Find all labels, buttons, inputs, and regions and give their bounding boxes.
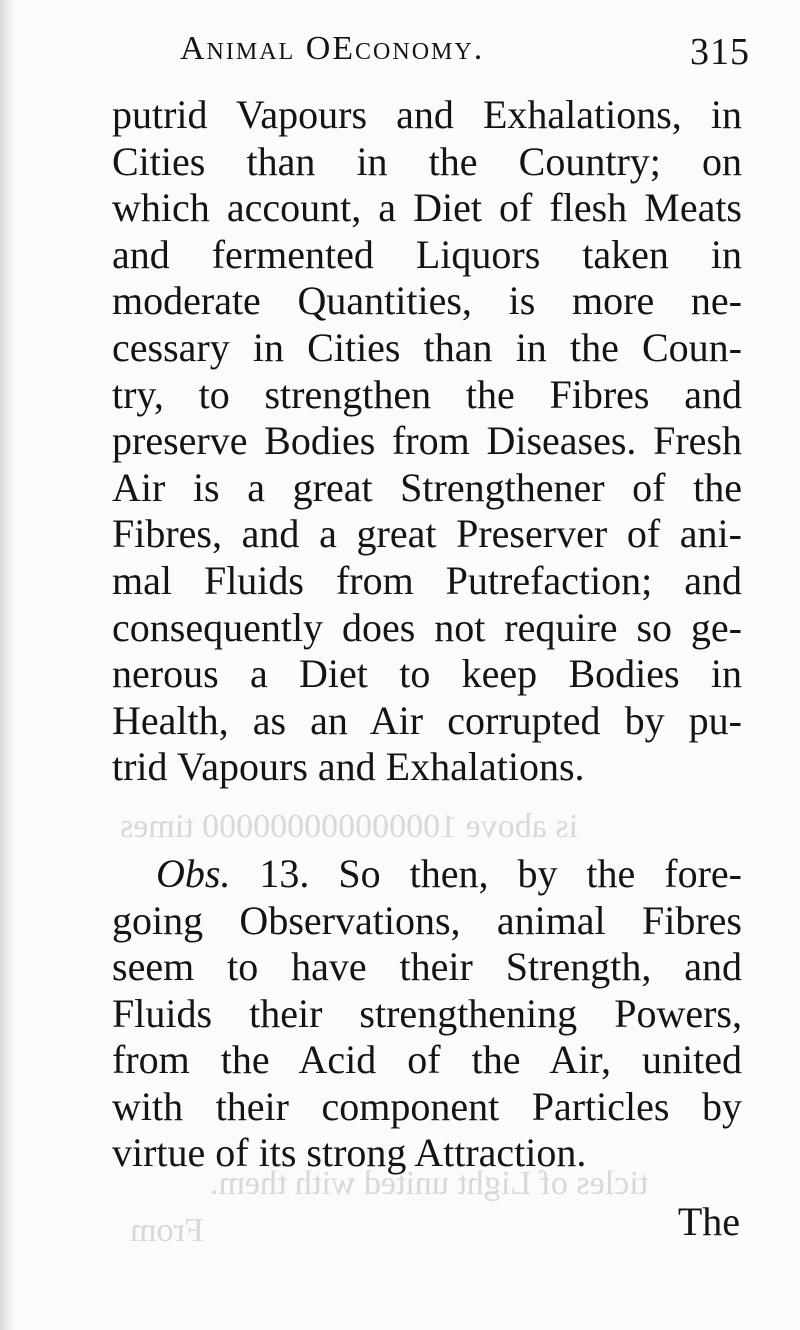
text-line: preserve Bodies from Diseases. Fresh — [112, 418, 742, 464]
observation-label: Obs. — [156, 850, 231, 896]
text-line: which account, a Diet of flesh Meats — [112, 185, 742, 231]
bleed-through-text: ticles of Light united with them. — [210, 1165, 649, 1202]
text-line: cessary in Cities than in the Coun- — [112, 324, 742, 370]
text-line: going Observations, animal Fibres — [112, 897, 742, 943]
page-number: 315 — [690, 31, 750, 73]
text-line: Air is a great Strengthener of the — [112, 464, 742, 510]
text-line: nerous a Diet to keep Bodies in — [112, 651, 742, 697]
text-line: Cities than in the Country; on — [112, 138, 742, 184]
text-line: with their component Particles by — [112, 1083, 742, 1129]
bleed-through-text: From — [130, 1212, 204, 1249]
text-line: trid Vapours and Exhalations. — [112, 744, 585, 790]
bleed-through-text: is above 100000000000000 times — [120, 808, 579, 845]
text-line: putrid Vapours and Exhalations, in — [112, 92, 742, 137]
text-line: Health, as an Air corrupted by pu- — [112, 697, 742, 743]
text-line: and fermented Liquors taken in — [112, 231, 742, 277]
paragraph — [112, 851, 742, 1177]
text-line: Fibres, and a great Preserver of ani- — [112, 511, 742, 557]
catchword: The — [677, 1199, 740, 1244]
text-line: virtue of its strong Attraction. — [112, 1130, 587, 1176]
paragraph-gap — [112, 791, 742, 851]
body-text — [112, 92, 742, 1177]
running-title: Animal OEconomy. — [180, 30, 485, 67]
text-line: mal Fluids from Putrefaction; and — [112, 557, 742, 603]
text-line: seem to have their Strength, and — [112, 944, 742, 990]
observation-first-line — [112, 851, 742, 898]
text-line: Fluids their strengthening Powers, — [112, 990, 742, 1036]
text-line: try, to strengthen the Fibres and — [112, 371, 742, 417]
text-line: consequently does not require so ge- — [112, 604, 742, 650]
text-line: from the Acid of the Air, united — [112, 1037, 742, 1083]
paragraph — [112, 92, 742, 791]
text-line: moderate Quantities, is more ne- — [112, 278, 742, 324]
page-header — [180, 30, 750, 90]
observation-first-line-text: 13. So then, by the fore- — [230, 850, 742, 896]
